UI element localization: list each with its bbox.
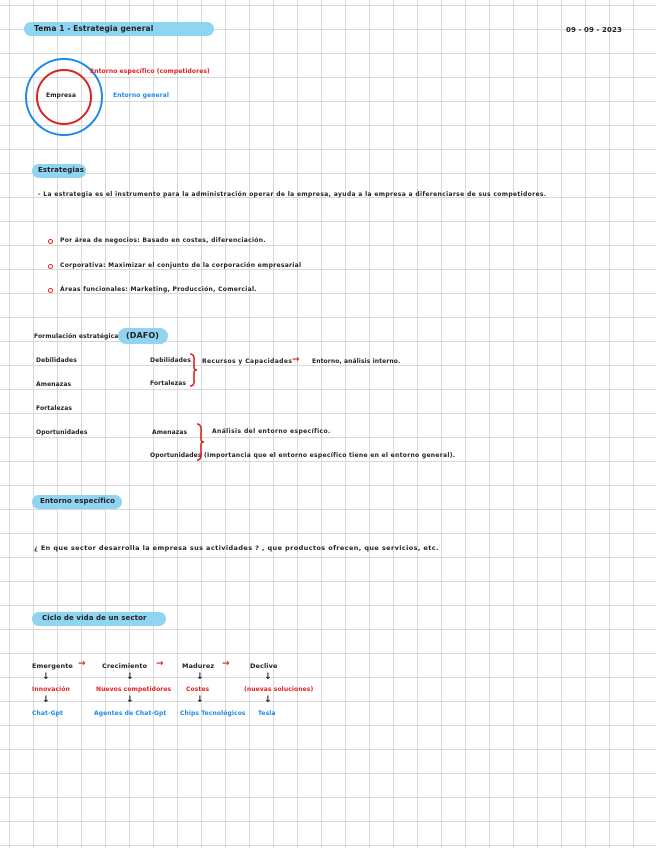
page-title: Tema 1 - Estrategia general — [34, 24, 154, 33]
estrategias-heading: Estrategias — [38, 166, 84, 174]
dafo-group1-result: Entorno, análisis interno. — [312, 358, 401, 365]
stage-name: Madurez — [182, 662, 215, 670]
dafo-list-item: Oportunidades — [36, 429, 88, 436]
stage-trait: Costes — [186, 686, 210, 693]
right-brace-icon — [188, 352, 198, 388]
dafo-list-item: Amenazas — [36, 381, 72, 388]
bullet-dot — [48, 288, 53, 293]
stage-example: Chips Tecnológicos — [180, 710, 246, 717]
down-arrow-icon: ↓ — [196, 695, 204, 705]
bullet-dot — [48, 239, 53, 244]
entorno-heading: Entorno específico — [40, 497, 116, 505]
dafo-group2-line1: Análisis del entorno específico. — [212, 428, 331, 435]
down-arrow-icon: ↓ — [126, 672, 134, 682]
estrategias-item: Áreas funcionales: Marketing, Producción, Comercial. — [60, 286, 257, 293]
dafo-group2-item: Amenazas — [152, 429, 188, 436]
dafo-group1-item: Fortalezas — [150, 380, 187, 387]
down-arrow-icon: ↓ — [42, 695, 50, 705]
down-arrow-icon: ↓ — [196, 672, 204, 682]
right-arrow-icon: → — [292, 355, 300, 365]
bullet-dot — [48, 264, 53, 269]
dafo-heading: Formulación estratégica — [34, 333, 119, 340]
down-arrow-icon: ↓ — [264, 672, 272, 682]
dafo-group1-text: Recursos y Capacidades — [202, 358, 293, 365]
stage-example: Tesla — [258, 710, 276, 717]
diagram-specific-label: Entorno específico (competidores) — [90, 68, 210, 75]
diagram-inner-label: Empresa — [46, 92, 76, 99]
estrategias-item: Por área de negocios: Basado en costes, diferenciación. — [60, 237, 266, 244]
diagram-general-label: Entorno general — [113, 92, 170, 99]
page-date: 09 - 09 - 2023 — [566, 26, 622, 34]
dafo-list-item: Debilidades — [36, 357, 77, 364]
dafo-group2-line2: (Importancia que el entorno específico tiene en el entorno general). — [204, 452, 456, 459]
dafo-list-item: Fortalezas — [36, 405, 73, 412]
stage-trait: Nuevos competidores — [96, 686, 172, 693]
down-arrow-icon: ↓ — [264, 695, 272, 705]
stage-name: Crecimiento — [102, 662, 148, 670]
right-arrow-icon: → — [222, 659, 230, 669]
right-arrow-icon: → — [78, 659, 86, 669]
stage-example: Chat-Gpt — [32, 710, 63, 717]
estrategias-definition: - La estrategia es el instrumento para la administración operar de la empresa, ayuda a la empresa a diferenciarse de sus competidores. — [38, 191, 547, 198]
dafo-group2-item: Oportunidades — [150, 452, 202, 459]
dafo-badge: (DAFO) — [126, 331, 160, 340]
down-arrow-icon: ↓ — [126, 695, 134, 705]
stage-example: Agentes de Chat-Gpt — [94, 710, 167, 717]
estrategias-item: Corporativa: Maximizar el conjunto de la corporación empresarial — [60, 262, 302, 269]
stage-name: Emergente — [32, 662, 73, 670]
right-arrow-icon: → — [156, 659, 164, 669]
dafo-group1-item: Debilidades — [150, 357, 191, 364]
ciclo-heading: Ciclo de vida de un sector — [42, 614, 147, 622]
stage-name: Declive — [250, 662, 278, 670]
entorno-question: ¿ En que sector desarrolla la empresa sus actividades ? , que productos ofrecen, que servicios, etc. — [34, 544, 439, 552]
stage-trait: (nuevas soluciones) — [244, 686, 314, 693]
down-arrow-icon: ↓ — [42, 672, 50, 682]
stage-trait: Innovación — [32, 686, 70, 693]
